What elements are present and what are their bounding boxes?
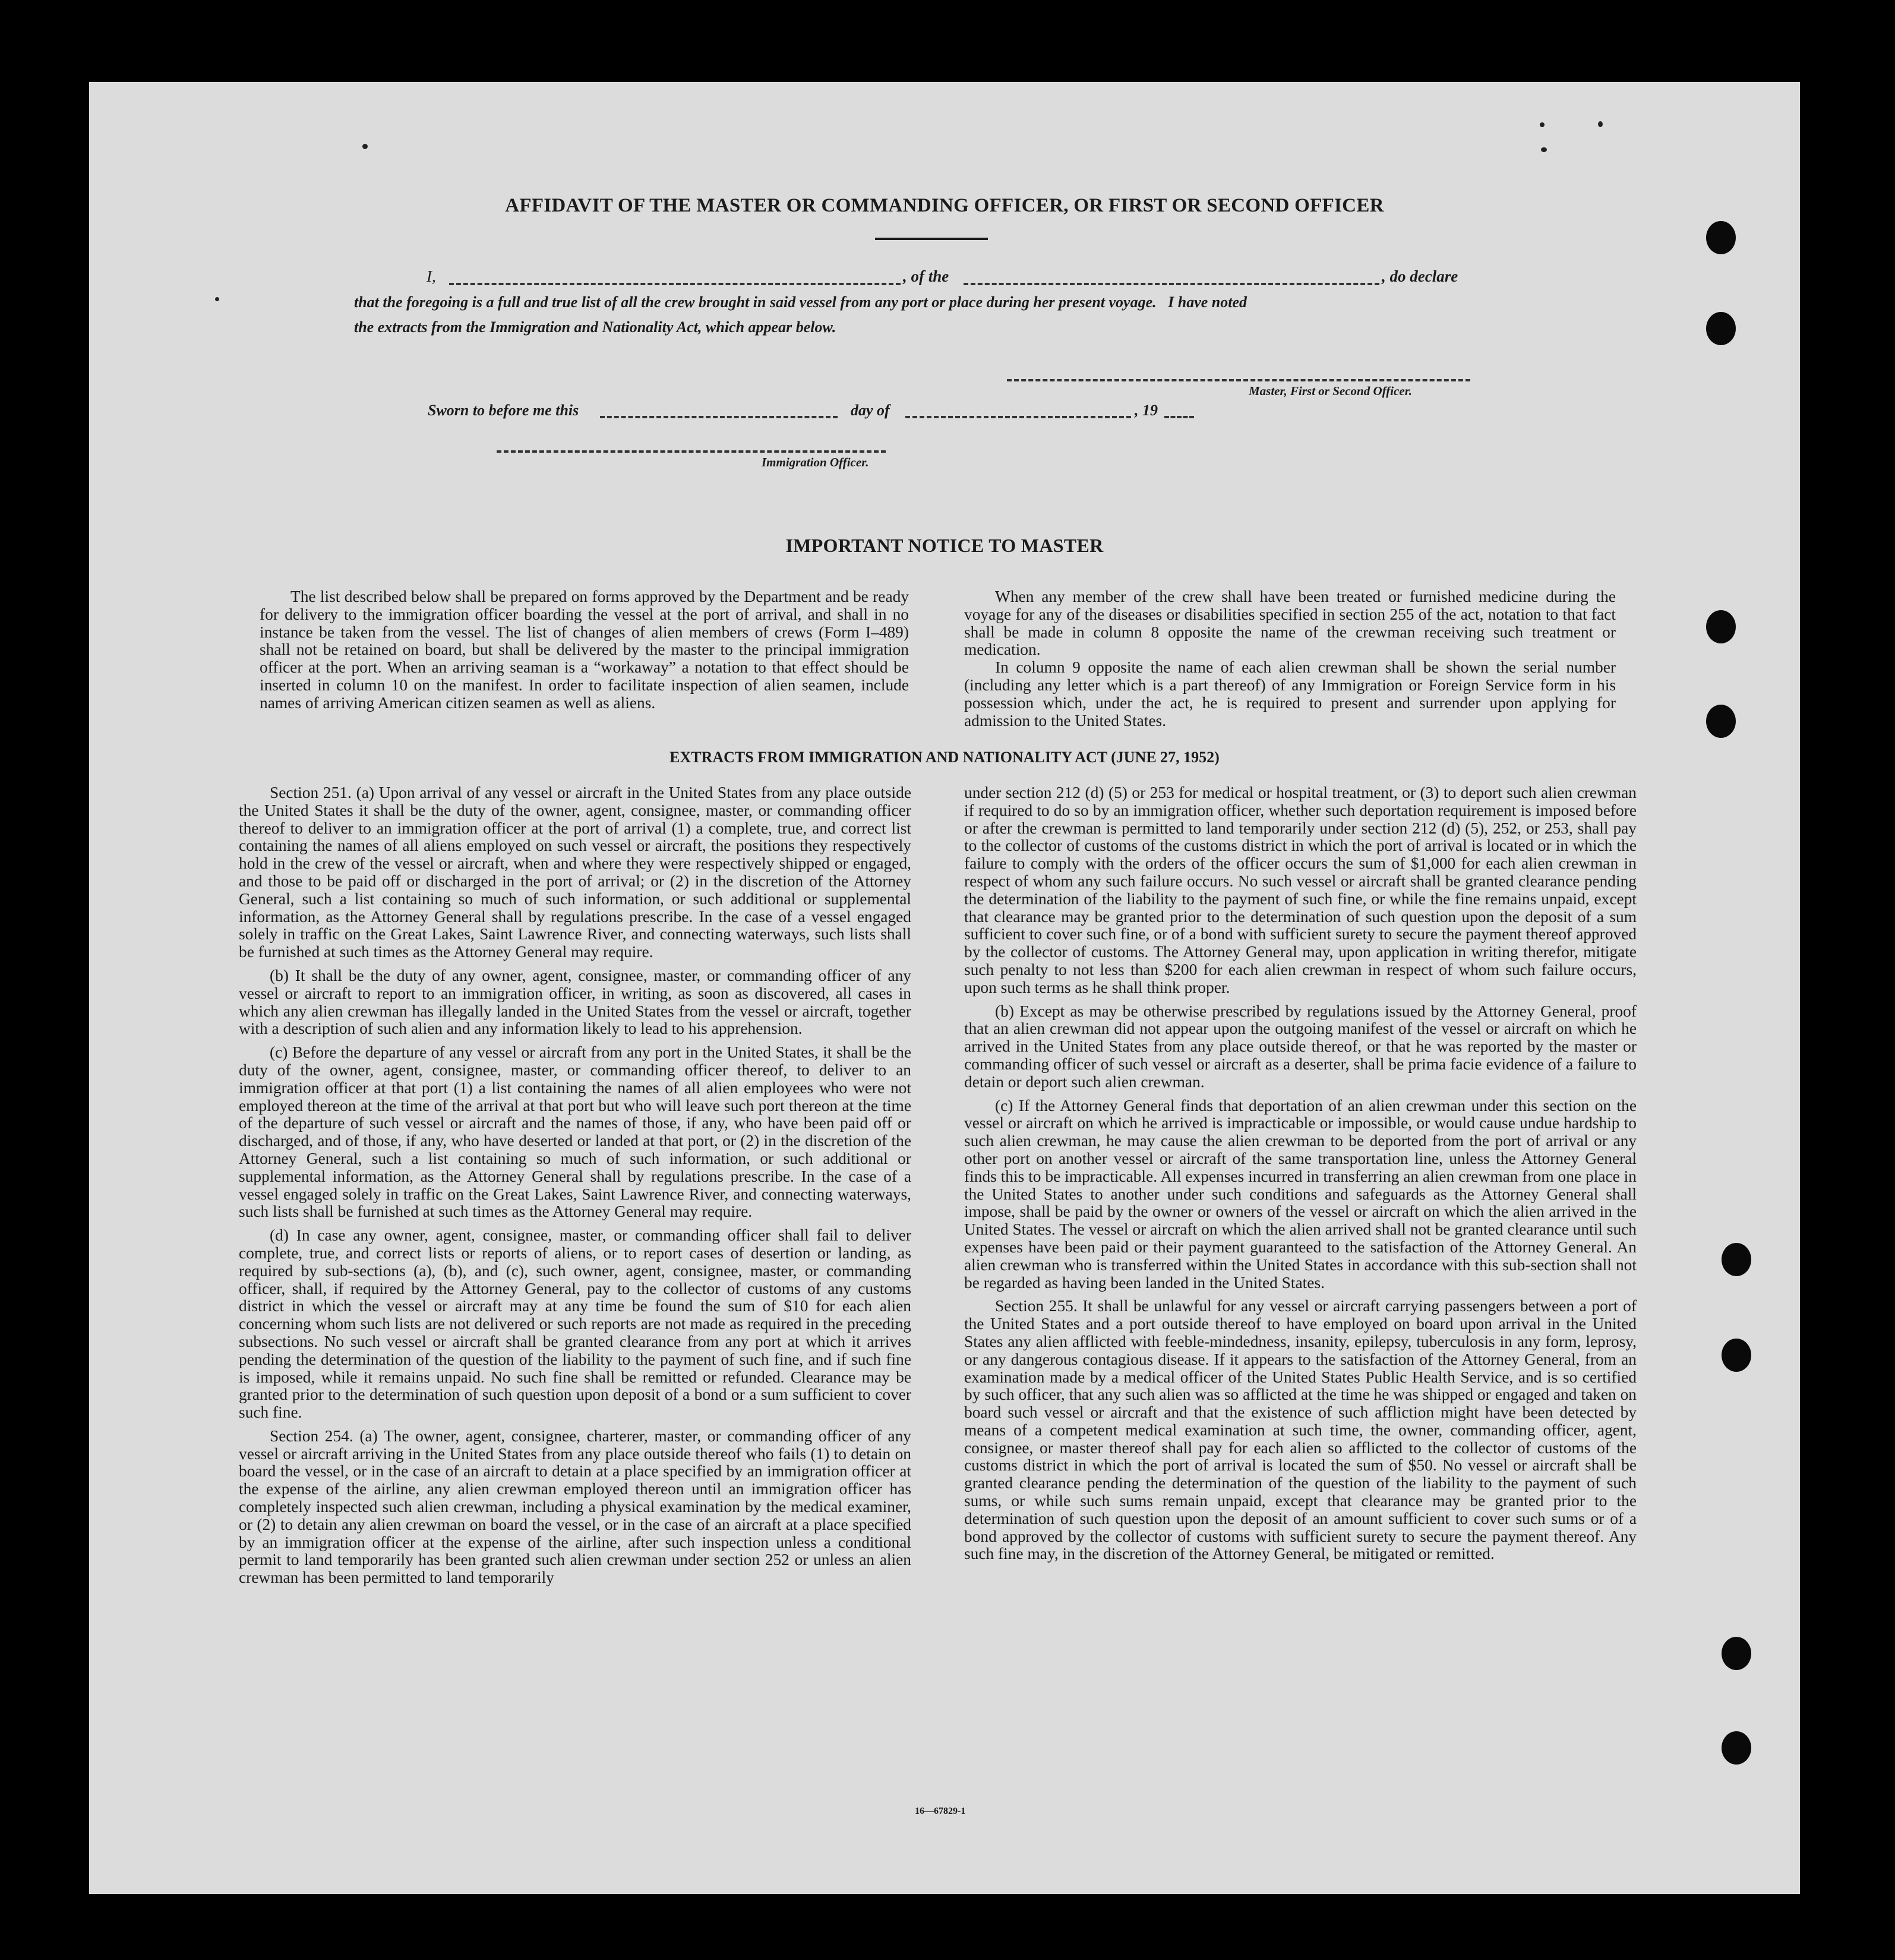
affidavit-i-label: I, (427, 267, 436, 285)
affidavit-line-2: that the foregoing is a full and true list of all the crew brought in said vessel from any port or place during her present voyage. I have noted (354, 293, 1247, 311)
extract-paragraph: (c) If the Attorney General finds that deportation of an alien crewman under this section on the vessel or aircraft on which he arrived is impracticable or impossible, or would cause undue hardship to such alien crewman, he may cause the alien crewman to be deported from the port of arrival or any other port on another vessel or aircraft of the same transportation line, unless the Attorney General finds this to be impracticable. All expenses incurred in transferring an alien crewman from one place in the United States to another under such conditions and safeguards as the Attorney General shall impose, shall be paid by the owner or owners of the vessel or aircraft on which the alien arrived in the United States. The vessel or aircraft on which the alien arrived shall not be granted clearance until such expenses have been paid or their payment guaranteed to the satisfaction of the Attorney General. An alien crewman who is transferred within the United States in accordance with this sub-section shall not be regarded as having been landed in the United States. (964, 1096, 1637, 1292)
notice-right-column (964, 588, 1616, 730)
sworn-day-blank (600, 416, 838, 418)
punch-hole (1706, 312, 1736, 345)
year-label: , 19 (1135, 402, 1158, 419)
master-signature-line (1007, 379, 1470, 381)
master-caption: Master, First or Second Officer. (1249, 384, 1412, 398)
punch-hole (1722, 1731, 1751, 1765)
affidavit-of-the: , of the (903, 267, 949, 285)
extract-paragraph: (b) Except as may be otherwise prescribed by regulations issued by the Attorney General, proof that an alien crewman did not appear upon the outgoing manifest of the vessel or aircraft on which he arrived in the United States from any place outside thereof, or that he was reported by the master or commanding officer of such vessel or aircraft as a deserter, shall be prima facie evidence of a failure to detain or deport such alien crewman. (964, 1002, 1637, 1091)
form-number: 16—67829-1 (915, 1806, 966, 1816)
punch-hole (1722, 1637, 1751, 1670)
sworn-month-blank (905, 416, 1131, 418)
affidavit-line-3: the extracts from the Immigration and Nationality Act, which appear below. (354, 318, 836, 336)
year-blank (1164, 416, 1194, 418)
extract-paragraph: Section 255. It shall be unlawful for any vessel or aircraft carrying passengers between a port of the United States and a port outside thereof to have employed on board upon arrival in the United States any alien afflicted with feeble-mindedness, insanity, epilepsy, tuberculosis in any form, leprosy, or any dangerous contagious disease. If it appears to the satisfaction of the Attorney General, from an examination made by a medical officer of the United States Public Health Service, and is so certified by such officer, that any such alien was so afflicted at the time he was shipped or engaged and taken on board such vessel or aircraft and that the existence of such affliction might have been detected by means of a competent medical examination at such time, the owner, commanding officer, agent, consignee, or master thereof shall pay for each alien so afflicted to the collector of customs of the customs district in which the port of arrival is located the sum of $50. No vessel or aircraft shall be granted clearance pending the determination of the question of the liability to the payment of such sums, or while such sums remain unpaid, except that clearance may be granted prior to the determination of such question upon the deposit of an amount sufficient to cover such sums or of a bond approved by the collector of customs with sufficient surety to secure the payment thereof. Any such fine may, in the discretion of the Attorney General, be mitigated or remitted. (964, 1297, 1637, 1563)
extract-paragraph: (d) In case any owner, agent, consignee, master, or commanding officer shall fail to deliver complete, true, and correct lists or reports of aliens, or to report cases of desertion or landing, as required by sub-sections (a), (b), and (c), such owner, agent, consignee, master, or commanding officer, shall, if required by the Attorney General, pay to the collector of customs of any customs district in which the vessel or aircraft may at any time be found the sum of $10 for each alien concerning whom such lists are not delivered or such reports are not made as required in the preceding subsections. No such vessel or aircraft shall be granted clearance from any port at which it arrives pending the determination of the question of the liability to the payment of such fine, and if such fine is imposed, while it remains unpaid. No such fine shall be remitted or refunded. Clearance may be granted prior to the determination of such question upon deposit of a bond or a sum sufficient to cover such fine. (239, 1226, 911, 1422)
extracts-left-column (239, 784, 911, 1587)
extract-paragraph: (b) It shall be the duty of any owner, agent, consignee, master, or commanding officer of any vessel or aircraft to report to an immigration officer, in writing, as soon as discovered, all cases in which any alien crewman has illegally landed in the United States from the vessel or aircraft, together with a description of such alien and any information likely to lead to his apprehension. (239, 966, 911, 1038)
extract-paragraph: (c) Before the departure of any vessel or aircraft from any port in the United States, it shall be the duty of the owner, agent, consignee, master, or commanding officer thereof, to deliver to an immigration officer at that port (1) a list containing the names of all alien employees who were not employed thereon at the time of the arrival at that port but who will leave such port thereon at the time of the departure of such vessel or aircraft and the names of those, if any, who have been paid off or discharged, and of those, if any, who have deserted or landed at that port, or (2) in the discretion of the Attorney General, such a list containing so much of such information, or such additional or supplemental information, as the Attorney General shall by regulations prescribe. In the case of a vessel engaged solely in traffic on the Great Lakes, Saint Lawrence River, and connecting waterways, such lists shall be furnished at such times as the Attorney General may require. (239, 1043, 911, 1221)
affidavit-do-declare: , do declare (1382, 267, 1458, 285)
notice-paragraph: The list described below shall be prepared on forms approved by the Department and be ready for delivery to the immigration officer boarding the vessel at the port of arrival, and shall in no instance be taken from the vessel. The list of changes of alien members of crews (Form I–489) shall not be retained on board, but shall be delivered by the master to the principal immigration officer at the port. When an arriving seaman is a “workaway” a notation to that effect should be inserted in column 10 on the manifest. In order to facilitate inspection of alien seamen, include names of arriving American citizen seamen as well as aliens. (260, 588, 909, 712)
extracts-title: EXTRACTS FROM IMMIGRATION AND NATIONALITY ACT (JUNE 27, 1952) (669, 749, 1220, 766)
extract-paragraph: Section 254. (a) The owner, agent, consignee, charterer, master, or commanding officer of any vessel or aircraft arriving in the United States from any place outside thereof who fails (1) to detain on board the vessel, or in the case of an aircraft to detain at a place specified by an immigration officer at the expense of the airline, any alien crewman employed thereon until an immigration officer has completely inspected such alien crewman, including a physical examination by the medical examiner, or (2) to detain any alien crewman on board the vessel, or in the case of an aircraft at a place specified by an immigration officer at the expense of the airline, after such inspection unless a conditional permit to land temporarily has been granted such alien crewman under section 252 or unless an alien crewman has been permitted to land temporarily (239, 1426, 911, 1587)
scan-speck (1540, 122, 1545, 127)
punch-hole (1722, 1339, 1751, 1372)
extracts-right-column (964, 784, 1637, 1563)
extract-paragraph: under section 212 (d) (5) or 253 for medical or hospital treatment, or (3) to deport such alien crewman if required to do so by an immigration officer, whether such deportation requirement is imposed before or after the crewman is permitted to land temporarily under section 212 (d) (5), 252, or 253, shall pay to the collector of customs of the customs district in which the port of arrival is located or in which the failure to comply with the orders of the officer occurs the sum of $1,000 for each alien crewman in respect of whom any such failure occurs. No such vessel or aircraft shall be granted clearance pending the determination of the liability to the payment of such fine, or while the fine remains unpaid, except that clearance may be granted prior to the determination of such question upon the deposit of a sum sufficient to cover such fine, or of a bond with sufficient surety to secure the payment thereof approved by the collector of customs. The Attorney General may, upon application in writing therefor, mitigate such penalty to not less than $200 for each alien crewman in respect of whom such failure occurs, upon such terms as he shall think proper. (964, 784, 1637, 996)
punch-hole (1706, 610, 1736, 643)
name-blank (449, 283, 901, 285)
notice-paragraph: When any member of the crew shall have been treated or furnished medicine during the voyage for any of the diseases or disabilities specified in section 255 of the act, notation to that fact shall be made in column 8 opposite the name of the crewman receiving such treatment or medication. (964, 588, 1616, 659)
scan-speck (1541, 147, 1547, 152)
affidavit-title: AFFIDAVIT OF THE MASTER OR COMMANDING OFFICER, OR FIRST OR SECOND OFFICER (505, 195, 1384, 216)
punch-hole (1722, 1243, 1751, 1276)
scan-speck (362, 144, 368, 149)
immigration-officer-signature-line (497, 450, 886, 453)
extract-paragraph: Section 251. (a) Upon arrival of any vessel or aircraft in the United States from any place outside the United States it shall be the duty of the owner, agent, consignee, master, or commanding officer thereof to deliver to an immigration officer at the port of arrival (1) a complete, true, and correct list containing the names of all aliens employed on such vessel or aircraft, the positions they respectively hold in the crew of the vessel or aircraft, when and where they were respectively shipped or engaged, and those to be paid off or discharged in the port of arrival; or (2) in the discretion of the Attorney General, such a list containing so much of such information, or such additional or supplemental information, as the Attorney General shall by regulations prescribe. In the case of a vessel engaged solely in traffic on the Great Lakes, Saint Lawrence River, and connecting waterways, such lists shall be furnished at such times as the Attorney General may require. (239, 784, 911, 961)
notice-title: IMPORTANT NOTICE TO MASTER (785, 535, 1104, 556)
sworn-label: Sworn to before me this (428, 402, 579, 419)
notice-left-column (260, 588, 909, 712)
vessel-blank (964, 283, 1379, 285)
punch-hole (1706, 221, 1736, 254)
day-of-label: day of (851, 402, 890, 419)
scan-speck (1598, 121, 1603, 127)
document-page (89, 82, 1800, 1894)
immigration-officer-caption: Immigration Officer. (762, 455, 869, 469)
notice-paragraph: In column 9 opposite the name of each alien crewman shall be shown the serial number (including any letter which is a part thereof) of any Immigration or Foreign Service form in his possession which, under the act, he is required to present and surrender upon applying for admission to the United States. (964, 658, 1616, 730)
title-rule (875, 238, 988, 240)
scan-speck (215, 297, 219, 301)
punch-hole (1706, 705, 1736, 738)
